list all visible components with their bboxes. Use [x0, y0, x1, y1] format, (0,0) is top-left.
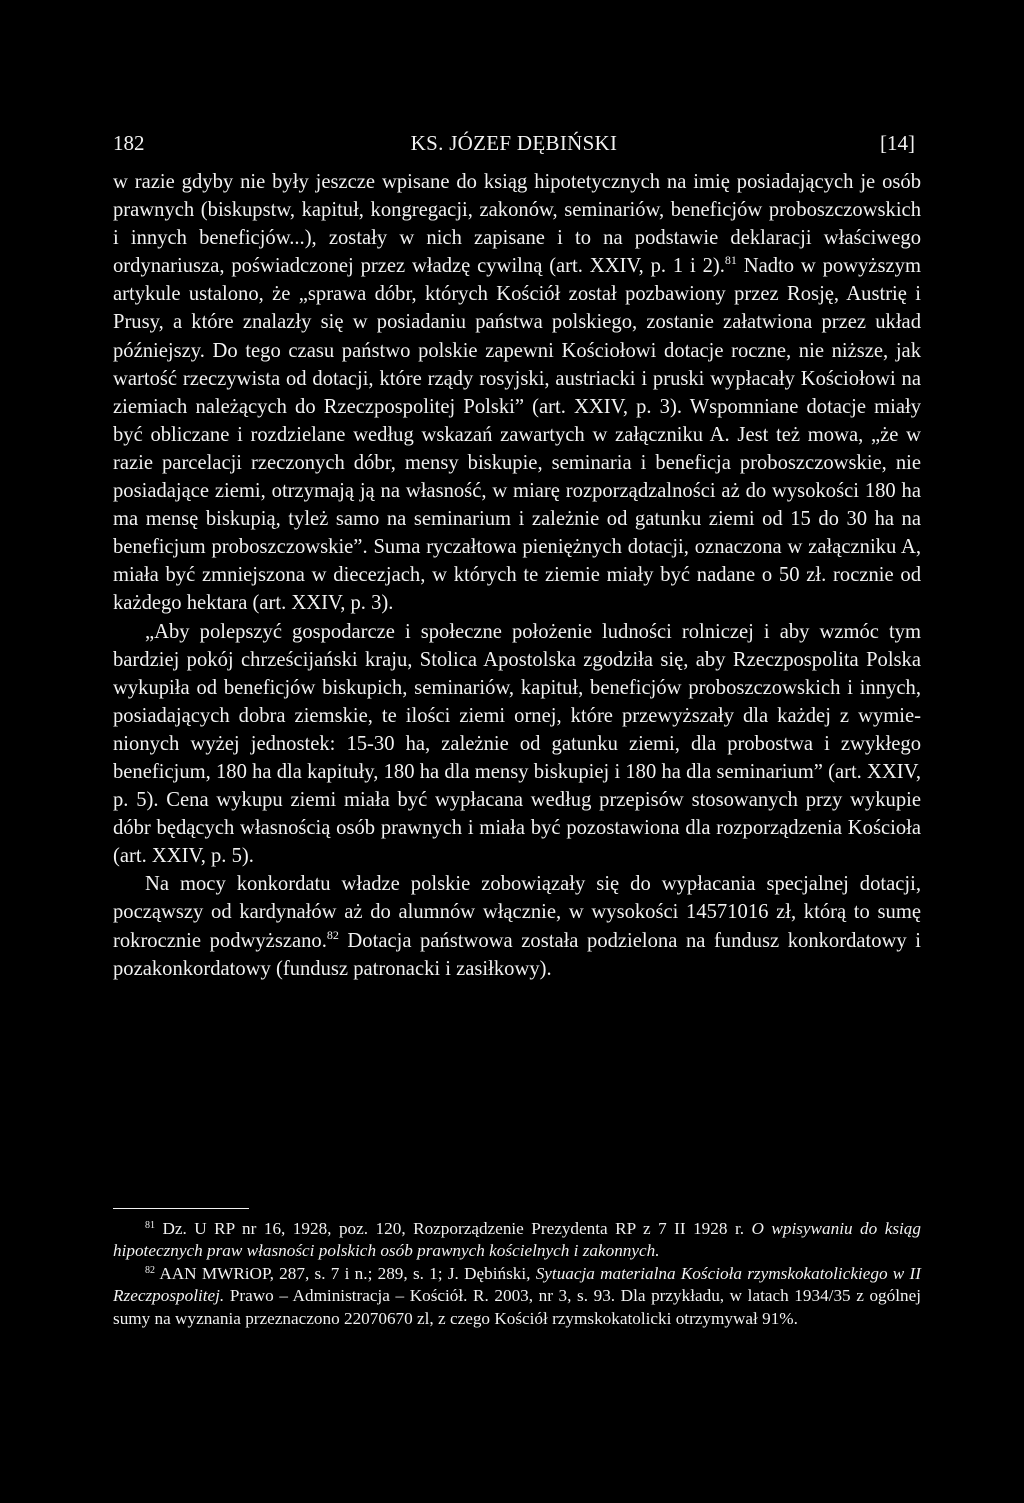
footnotes: [113, 1218, 921, 1330]
footnote-text-span: Prawo – Administracja – Kościół. R. 2003, nr 3, s. 93. Dla przykładu, w latach 1934/35 z ogólnej sumy na wyznania przeznaczono 22070670 zl, z czego Kościół rzymskokatolicki otrzymywał 91%.: [113, 1286, 921, 1328]
footnote-ref: 81: [145, 1220, 155, 1231]
footnote-item: [113, 1263, 921, 1330]
body-text-span: Nadto w powyższym artykule ustalono, że „sprawa dóbr, których Kościół został pozbawiony przez Rosję, Austrię i Prusy, a które znalazły się w posiadaniu państwa polskiego, zostanie załatwiona przez układ późniejszy. Do tego czasu państwo polskie zapewni Kościołowi dotacje roczne, nie niższe, jak wartość rzeczywista od dotacji, które rządy rosyjski, austriacki i pruski wypłacały Kościołowi na ziemiach należących do Rzeczpospolitej Polski” (art. XXIV, p. 3). Wspomniane dotacje miały być obliczane i rozdzielane według wskazań zawartych w załączniku A. Jest też mowa, „że w razie parcelacji rzeczonych dóbr, mensy biskupie, seminaria i beneficja proboszczowskie, nie posiadające ziemi, otrzymają ją na własność, w miarę rozporządzalności aż do wysokości 180 ha ma mensę biskupią, tyleż samo na seminarium i zależnie od gatunku ziemi od 15 do 30 ha na beneficjum proboszczowskie”. Suma ryczałtowa pieniężnych dotacji, oznaczona w załączniku A, miała być zmniejszona w diecezjach, w których te ziemie miały być nadane o 50 zł. rocznie od każdego hektara (art. XXIV, p. 3).: [113, 255, 922, 615]
footnote-italic-span: O wpisywaniu do ksiąg hipotecznych praw własności polskich osób prawnych kościelnych i zakonnych.: [113, 1219, 921, 1261]
body-text-span: w razie gdyby nie były jeszcze wpisane do ksiąg hipotetycznych na imię posiadających je osób prawnych (biskupstw, kapituł, kongregacji, zakonów, seminariów, beneficjów proboszczowskich i innych beneficjów...), zostały w nich zapisane i to na podstawie deklaracji właściwego ordynariusza, poświadczonej przez władzę cywilną (art. XXIV, p. 1 i 2).: [113, 171, 921, 278]
footnote-separator: [113, 1208, 249, 1209]
page-number: 182: [113, 131, 145, 155]
section-number: [14]: [880, 131, 915, 155]
body-text-span: Dotacja państwowa została podzielona na fundusz konkordatowy i pozakonkordatowy (fundusz patronacki i zasiłkowy).: [113, 929, 921, 980]
footnote-ref: 81: [724, 253, 737, 268]
running-head-author: KS. JÓZEF DĘBIŃSKI: [410, 131, 618, 155]
footnote-text-span: Dz. U RP nr 16, 1928, poz. 120, Rozporządzenie Prezydenta RP z 7 II 1928 r.: [155, 1219, 752, 1238]
footnote-ref: 82: [145, 1264, 155, 1276]
footnote-text-span: AAN MWRiOP, 287, s. 7 i n.; 289, s. 1; J. Dębiński,: [155, 1263, 536, 1283]
body-text-span: Na mocy konkordatu władze polskie zobowiązały się do wypłacania specjalnej dotacji, począwszy od kardynałów aż do alumnów włącznie, w wysokości 14571016 zł, którą to sumę rokrocznie podwyższano.: [113, 873, 921, 952]
body-text-span: „Aby polepszyć gospodarcze i społeczne położenie ludności rolniczej i aby wzmóc tym bardziej pokój chrześcijański kraju, Stolica Apostolska zgodziła się, aby Rzeczpospolita Polska wykupiła od beneficjów biskupich, seminariów, kapituł, beneficjów proboszczowskich i innych, posiadających dobra ziemskie, te ilości ziemi ornej, które przewyższały dla każdej z wymienionych wyżej jednostek: 15-30 ha, zależnie od gatunku ziemi, dla probostwa i zwykłego beneficjum, 180 ha dla kapituły, 180 ha dla mensy biskupiej i 180 ha dla seminarium” (art. XXIV, p. 5). Cena wykupu ziemi miała być wypłacana według przepisów stosowanych przy wykupie dóbr będących własnością osób prawnych i miała być pozostawiona dla rozporządzenia Kościoła (art. XXIV, p. 5).: [113, 620, 921, 868]
body-paragraph: [113, 618, 921, 871]
footnote-italic-span: Sytuacja materialna Kościoła rzymskokatolickiego w II Rzeczpospolitej.: [113, 1263, 921, 1306]
footnote-ref: 82: [326, 927, 339, 942]
body-paragraph: [113, 168, 921, 618]
footnote-item: [113, 1218, 921, 1263]
body-text: [113, 168, 921, 983]
running-header: [113, 128, 915, 158]
body-paragraph: [113, 870, 921, 982]
